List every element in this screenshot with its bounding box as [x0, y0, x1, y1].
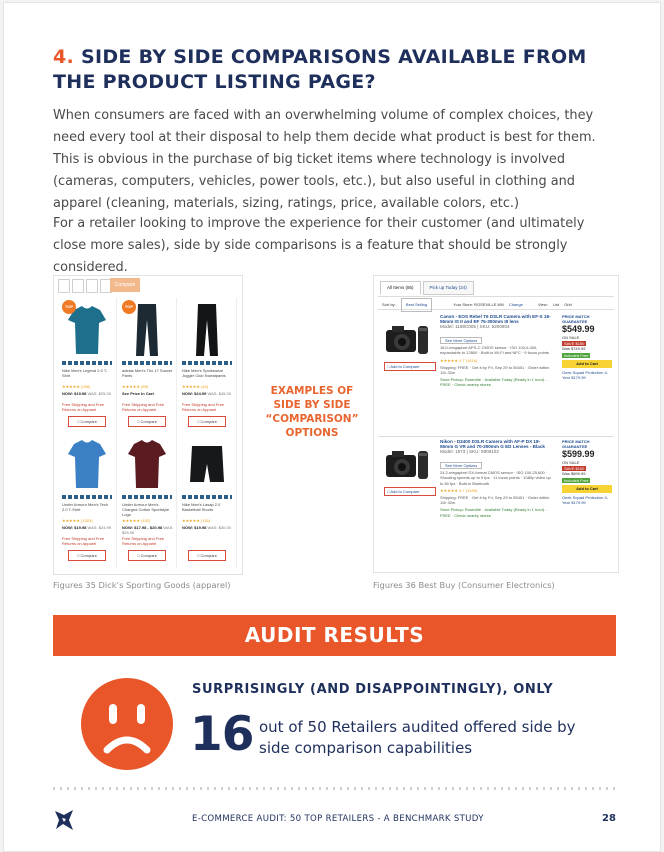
compare-checkbox[interactable]: □ Compare: [188, 550, 226, 561]
product-price: NOW: $19.98 WAS: $24.99: [62, 525, 111, 530]
on-sale-label: ON SALE: [562, 335, 580, 341]
product-rating: ★★★★★ (256): [62, 384, 91, 389]
body-paragraph-1: When consumers are faced with an overwhelming volume of complex choices, they need every tool at their disposal to help them decide what product is best for them. This is obvious in the purchase of big ticket items where technology is involved (cameras, computers, vehicles, power tools, etc.), but also useful in clothing and apparel (cleaning, materials, sizing, ratings, price, available colors, etc.): [53, 108, 596, 211]
was-price: Was $749.99: [562, 345, 586, 351]
product-card[interactable]: [118, 432, 177, 568]
compare-checkbox[interactable]: □ Compare: [128, 550, 166, 561]
feature-list: 18.0-megapixel APS-C CMOS sensor · ISO 100-6,400, expandable to 12800 · Built-in Wi-Fi and NFC · 9 focus points: [440, 345, 549, 356]
product-image[interactable]: [184, 302, 230, 358]
section-title: SIDE BY SIDE COMPARISONS AVAILABLE FROM THE PRODUCT LISTING PAGE?: [53, 46, 587, 93]
free-shipping-note: Free Shipping and Free Returns on Apparel: [62, 402, 105, 412]
camera-image[interactable]: [382, 445, 434, 483]
product-name[interactable]: Nike Men's Lasap 2.0 Basketball Shorts: [182, 502, 221, 512]
view-list-button[interactable]: List: [552, 302, 560, 307]
save-badge: SAVE $150: [564, 340, 585, 346]
sad-face-icon: [79, 676, 175, 772]
product-price: $549.99: [562, 324, 595, 335]
product-price: See Price In Cart: [122, 391, 154, 396]
price-block: [562, 439, 612, 506]
product-rating: ★★★★★ 4.7 (1459): [440, 487, 478, 493]
product-name[interactable]: Under Armour Men's Charged Cotton Sportstyle Logo: [122, 502, 170, 517]
result-tabs: [380, 281, 476, 293]
shipping-info: Shipping: FREE · Get it by Fri, Sep 29 to 55401 · Order within 11h 32m: [440, 495, 550, 506]
product-row[interactable]: [378, 436, 614, 559]
product-rating: ★★★★★ 4.7 (1616): [440, 357, 478, 363]
product-price: NOW: $19.98 WAS: $30.00: [182, 525, 231, 530]
product-image[interactable]: [124, 436, 170, 492]
color-swatches[interactable]: [122, 495, 172, 499]
tab-pickup-today[interactable]: Pick up Today (24): [423, 281, 474, 295]
product-details: [440, 461, 552, 518]
shipping-info: Shipping: FREE · Get it by Fri, Sep 29 to 55401 · Order within 11h 32m: [440, 364, 550, 376]
color-swatches[interactable]: [62, 361, 112, 365]
product-row[interactable]: [378, 312, 614, 434]
brand-logo-icon: [54, 809, 74, 831]
product-title[interactable]: Canon - EOS Rebel T6 DSLR Camera with EF-S 18-55mm IS II and EF 75-300mm III lens Model: 1159C005 | SKU: 5200904: [440, 314, 551, 330]
price-match-label: PRICE MATCH GUARANTEE: [562, 439, 590, 450]
result-number: 16: [190, 707, 254, 762]
pickup-info: Store Pickup: Roseville · Available Today (Ready in 1 hour) - FREE · Check nearby stores: [440, 507, 547, 518]
add-to-cart-button[interactable]: Add to Cart: [562, 485, 612, 493]
product-card[interactable]: [178, 432, 237, 568]
footer-text: E-COMMERCE AUDIT: 50 TOP RETAILERS - A BENCHMARK STUDY: [192, 814, 484, 824]
product-card[interactable]: [178, 298, 237, 434]
add-to-compare-checkbox[interactable]: □ Add to Compare: [384, 362, 436, 371]
was-price: Was $699.99: [562, 470, 586, 476]
see-more-options-button[interactable]: See More Options: [440, 462, 482, 469]
product-price: $599.99: [562, 449, 595, 460]
compare-checkbox[interactable]: □ Compare: [68, 416, 106, 427]
compare-checkbox[interactable]: □ Compare: [68, 550, 106, 561]
sort-toolbar: [378, 296, 614, 310]
product-name[interactable]: Nike Men's Sportswear Jogger Club Sweatpants: [182, 368, 226, 378]
filter-squares: [58, 279, 114, 298]
figure-35-screenshot: [53, 275, 243, 575]
price-match-label: PRICE MATCH GUARANTEE: [562, 314, 590, 325]
included-free-badge: Included Free: [564, 353, 589, 359]
examples-label: EXAMPLES OF SIDE BY SIDE “COMPARISON” OPTIONS: [265, 385, 359, 439]
top-seller-badge: TOP: [62, 300, 76, 314]
save-badge: SAVE $100: [564, 465, 585, 471]
compare-button[interactable]: Compare: [110, 278, 140, 292]
product-price: NOW: $24.99 WAS: $45.00: [182, 391, 231, 396]
product-image[interactable]: [184, 436, 230, 492]
product-price: NOW: $17.98 - $20.98 WAS: $25.00: [122, 525, 174, 535]
audit-results-banner: AUDIT RESULTS: [53, 615, 616, 656]
product-rating: ★★★★★ (89): [122, 384, 149, 389]
product-rating: ★★★★★ (116): [182, 518, 211, 523]
page: [3, 2, 661, 852]
pickup-info: Store Pickup: Roseville · Available Today (Ready in 1 hour) - FREE · Check nearby stores: [440, 377, 547, 388]
sort-select[interactable]: Best Selling: [401, 298, 432, 312]
figure-36-screenshot: [373, 275, 619, 573]
camera-image[interactable]: [382, 320, 434, 358]
add-to-compare-checkbox[interactable]: □ Add to Compare: [384, 487, 436, 496]
protection-plan[interactable]: Geek Squad Protection 4-Year $179.99: [562, 370, 609, 381]
dotted-divider: [53, 787, 616, 790]
product-details: [440, 336, 552, 388]
add-to-cart-button[interactable]: Add to Cart: [562, 360, 612, 368]
color-swatches[interactable]: [122, 361, 172, 365]
section-number: 4.: [53, 46, 75, 68]
feature-list: 24.2-megapixel DX-format CMOS sensor · ISO 100-25,600 · Shooting speeds up to 5 fps · 11 focus points · 1080p video up to 60 fps · Built-in Bluetooth: [440, 470, 551, 486]
product-card[interactable]: [58, 298, 117, 434]
free-shipping-note: Free Shipping and Free Returns on Apparel: [122, 402, 165, 412]
free-shipping-note: Free Shipping and Free Returns on Apparel: [182, 402, 225, 412]
section-heading: [53, 45, 623, 95]
free-shipping-note: Free Shipping and Free Returns on Apparel: [122, 536, 165, 546]
product-price: NOW: $19.98 WAS: $25.00: [62, 391, 111, 396]
body-paragraph-2: For a retailer looking to improve the experience for their customer (and ultimately close more sales), side by side comparisons is a feature that should be strongly considered.: [53, 216, 585, 275]
store-change-link[interactable]: Change: [508, 302, 523, 307]
compare-checkbox[interactable]: □ Compare: [128, 416, 166, 427]
top-seller-badge: TOP: [122, 300, 136, 314]
on-sale-label: ON SALE: [562, 460, 580, 466]
see-more-options-button[interactable]: See More Options: [440, 337, 482, 344]
protection-plan[interactable]: Geek Squad Protection 4-Year $179.99: [562, 495, 609, 506]
product-image[interactable]: [64, 436, 110, 492]
result-text: out of 50 Retailers audited offered side by side comparison capabilities: [259, 718, 576, 757]
color-swatches[interactable]: [62, 495, 112, 499]
sort-label: Sort by:: [382, 302, 396, 307]
product-name[interactable]: Under Armour Men's Tech 2.0 T-Shirt: [62, 502, 109, 512]
page-number: 28: [602, 813, 616, 824]
product-rating: ★★★★★ (40): [182, 384, 209, 389]
result-subtitle: SURPRISINGLY (AND DISAPPOINTINGLY), ONLY: [192, 682, 554, 697]
product-name[interactable]: Nike Men's Legend 2.0 T-Shirt: [62, 368, 108, 378]
product-title[interactable]: Nikon - D3400 DSLR Camera with AF-P DX 18-55mm G VR and 70-300mm G ED Lenses - Black Model: 1573 | SKU: 5909102: [440, 439, 545, 455]
view-grid-button[interactable]: Grid: [564, 302, 572, 307]
included-free-badge: Included Free: [564, 478, 589, 484]
compare-checkbox[interactable]: □ Compare: [188, 416, 226, 427]
product-rating: ★★★★★ (1003): [62, 518, 93, 523]
color-swatches[interactable]: [182, 495, 232, 499]
caption-figure-35: Figures 35 Dick’s Sporting Goods (apparel): [53, 580, 231, 590]
color-swatches[interactable]: [182, 361, 232, 365]
view-label: View:: [537, 302, 548, 307]
product-name[interactable]: adidas Men's Tiro 17 Soccer Pants: [122, 368, 173, 378]
price-block: [562, 314, 612, 381]
product-card[interactable]: [118, 298, 177, 434]
product-card[interactable]: [58, 432, 117, 568]
store-label: Your Store: ROSEVILLE MN: [453, 302, 504, 307]
tab-all-items[interactable]: All Items (86): [380, 281, 421, 295]
product-rating: ★★★★★ (152): [122, 518, 151, 523]
caption-figure-36: Figures 36 Best Buy (Consumer Electronics): [373, 580, 555, 590]
free-shipping-note: Free Shipping and Free Returns on Apparel: [62, 536, 105, 546]
